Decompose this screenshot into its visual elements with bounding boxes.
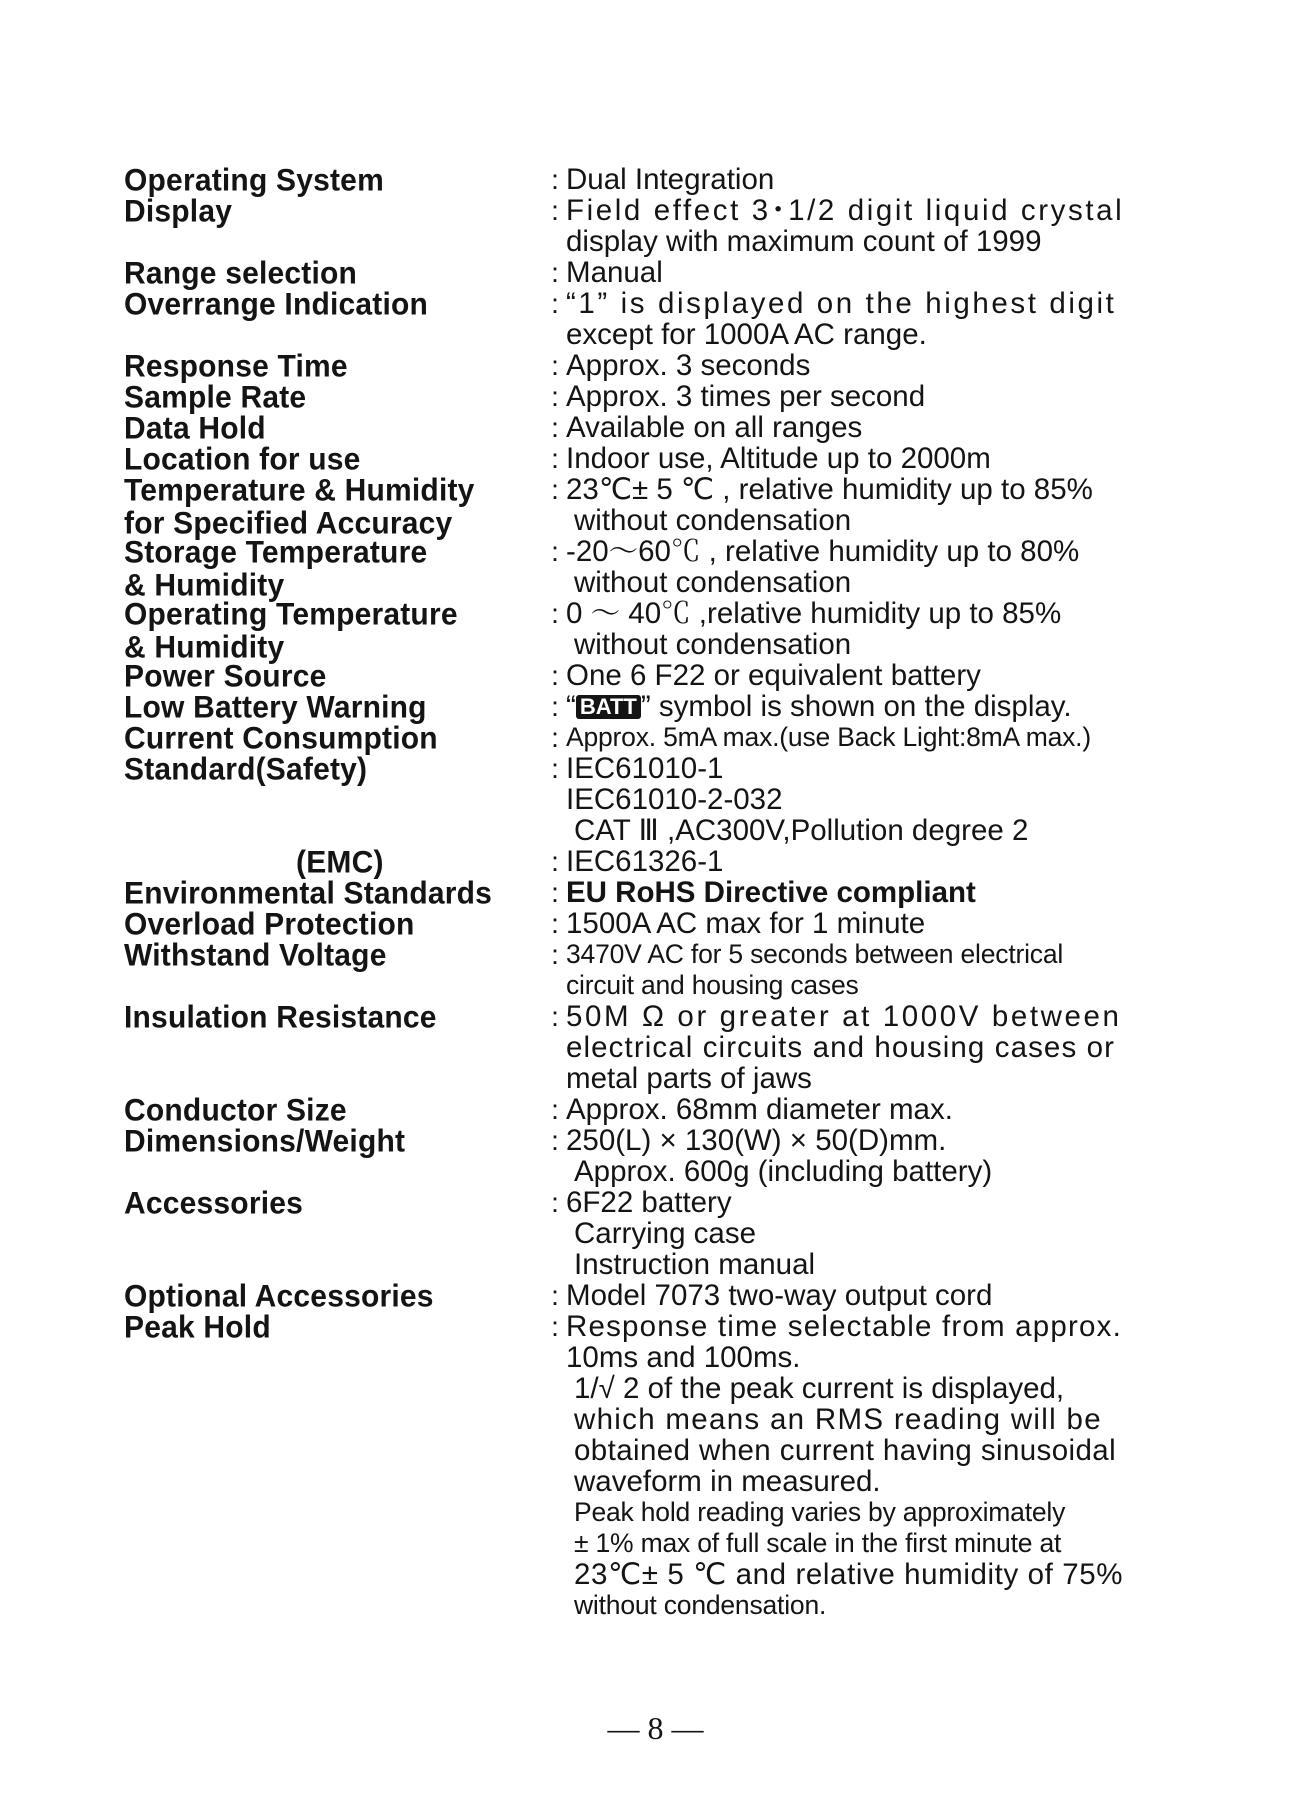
spec-value: 50M Ω or greater at 1000V between: [566, 1000, 1122, 1033]
colon: :: [551, 691, 559, 722]
spec-value: except for 1000A AC range.: [566, 318, 927, 351]
spec-value: 3470V AC for 5 seconds between electrical: [566, 939, 1064, 969]
spec-label: Peak Hold: [124, 1309, 271, 1345]
spec-values: [566, 474, 1184, 536]
spec-value: Dual Integration: [566, 163, 775, 196]
spec-values: [566, 939, 1184, 1001]
spec-row-display: [124, 195, 1184, 257]
spec-label: (EMC): [296, 844, 384, 880]
colon: :: [551, 1280, 559, 1311]
spec-values: [566, 443, 1184, 474]
spec-label: Dimensions/Weight: [124, 1123, 406, 1159]
colon: :: [551, 1311, 559, 1342]
spec-label: [124, 474, 544, 540]
colon: :: [551, 939, 559, 970]
spec-value: IEC61010-1: [566, 752, 724, 785]
colon: :: [551, 1001, 559, 1032]
spec-value: [566, 691, 1184, 722]
spec-label: Insulation Resistance: [124, 999, 437, 1035]
colon: :: [551, 443, 559, 474]
spec-value: electrical circuits and housing cases or: [566, 1031, 1116, 1064]
spec-row-overrange-indication: [124, 288, 1184, 350]
colon: :: [551, 753, 559, 784]
spec-value: Response time selectable from approx.: [566, 1310, 1122, 1343]
spec-value: “1” is displayed on the highest digit: [566, 287, 1117, 320]
spec-label-line: Temperature & Humidity: [124, 472, 475, 508]
spec-values: [566, 753, 1184, 846]
spec-values: [566, 1187, 1184, 1280]
spec-value: 1500A AC max for 1 minute: [566, 907, 926, 940]
spec-value: Approx. 5mA max.(use Back Light:8mA max.): [566, 722, 1091, 752]
spec-value: Field effect 3･1/2 digit liquid crystal: [566, 194, 1125, 227]
spec-row-location-for-use: [124, 441, 1184, 477]
spec-label: Accessories: [124, 1185, 303, 1221]
spec-values: [566, 536, 1184, 598]
colon: :: [551, 164, 559, 195]
spec-row-power-source: [124, 658, 1184, 694]
colon: :: [551, 257, 559, 288]
spec-row-dimensions-weight: [124, 1125, 1184, 1187]
spec-value: metal parts of jaws: [566, 1062, 812, 1095]
spec-value: 1/√ 2 of the peak current is displayed,: [574, 1372, 1065, 1405]
page-number: — 8 —: [607, 1710, 704, 1746]
spec-values: [566, 1094, 1184, 1125]
spec-label-line: & Humidity: [124, 567, 285, 603]
spec-label: Optional Accessories: [124, 1278, 434, 1314]
spec-value: IEC61326-1: [566, 845, 724, 878]
spec-values: [566, 350, 1184, 381]
spec-row-temperature-humidity: [124, 472, 1184, 541]
spec-values: [566, 412, 1184, 443]
spec-values: [566, 908, 1184, 939]
spec-value: 0 ～ 40℃ ,relative humidity up to 85%: [566, 597, 1062, 630]
spec-value: display with maximum count of 1999: [566, 225, 1042, 258]
spec-value: 250(L) × 130(W) × 50(D)mm.: [566, 1124, 947, 1157]
spec-values: [566, 846, 1184, 877]
spec-row-emc: [124, 844, 1184, 880]
spec-value: ± 1% max of full scale in the first minute at: [574, 1528, 1062, 1558]
spec-value: Approx. 68mm diameter max.: [566, 1093, 953, 1126]
spec-value: obtained when current having sinusoidal: [574, 1434, 1117, 1467]
spec-row-peak-hold: [124, 1311, 1184, 1621]
colon: :: [551, 846, 559, 877]
spec-label-line: & Humidity: [124, 629, 285, 665]
colon: :: [551, 536, 559, 567]
spec-values: [566, 660, 1184, 691]
spec-value: without condensation.: [574, 1590, 827, 1620]
colon: :: [551, 474, 559, 505]
spec-row-conductor-size: [124, 1092, 1184, 1128]
spec-row-optional-accessories: [124, 1278, 1184, 1314]
specifications-table: [124, 164, 1184, 1621]
colon: :: [551, 877, 559, 908]
spec-value: Approx. 600g (including battery): [574, 1155, 993, 1188]
spec-label: Conductor Size: [124, 1092, 347, 1128]
battery-warning-text: ” symbol is shown on the display.: [640, 690, 1072, 723]
spec-label: Display: [124, 193, 233, 229]
spec-label: Power Source: [124, 658, 327, 694]
spec-values: [566, 381, 1184, 412]
spec-values: [566, 877, 1184, 908]
spec-value: Approx. 3 seconds: [566, 349, 811, 382]
spec-label: Standard(Safety): [124, 751, 368, 787]
spec-row-standard-safety: [124, 753, 1184, 846]
spec-label: Range selection: [124, 255, 358, 291]
spec-values: [566, 1125, 1184, 1187]
spec-values: [566, 1311, 1184, 1621]
spec-values: [566, 257, 1184, 288]
spec-row-insulation-resistance: [124, 1001, 1184, 1094]
spec-value: Manual: [566, 256, 663, 289]
spec-values: [566, 598, 1184, 660]
spec-row-data-hold: [124, 410, 1184, 446]
spec-row-low-battery-warning: [124, 689, 1184, 725]
colon: :: [551, 195, 559, 226]
spec-value: IEC61010-2-032: [566, 783, 783, 816]
colon: :: [551, 288, 559, 319]
spec-value: Instruction manual: [574, 1248, 816, 1281]
spec-label-line: for Specified Accuracy: [124, 505, 453, 541]
spec-label-line: Storage Temperature: [124, 534, 428, 570]
colon: :: [551, 1187, 559, 1218]
spec-value: 23℃± 5 ℃ and relative humidity of 75%: [574, 1558, 1124, 1591]
spec-value: 6F22 battery: [566, 1186, 732, 1219]
spec-value: -20～60℃ , relative humidity up to 80%: [566, 535, 1080, 568]
colon: :: [551, 722, 559, 753]
spec-value: without condensation: [574, 628, 852, 661]
spec-label: Overload Protection: [124, 906, 415, 942]
spec-values: [566, 1280, 1184, 1311]
open-quote: “: [566, 690, 576, 723]
spec-label: Withstand Voltage: [124, 937, 387, 973]
spec-value: Carrying case: [574, 1217, 756, 1250]
colon: :: [551, 598, 559, 629]
spec-row-storage-temperature: [124, 534, 1184, 603]
colon: :: [551, 1094, 559, 1125]
spec-label: [124, 598, 544, 664]
spec-values: [566, 164, 1184, 195]
spec-label: Overrange Indication: [124, 286, 429, 322]
spec-value: 10ms and 100ms.: [566, 1341, 801, 1374]
spec-value: Model 7073 two-way output cord: [566, 1279, 993, 1312]
spec-row-accessories: [124, 1187, 1184, 1280]
spec-values: [566, 722, 1184, 753]
spec-label-line: Operating Temperature: [124, 596, 458, 632]
colon: :: [551, 908, 559, 939]
spec-label: Environmental Standards: [124, 875, 493, 911]
spec-value: waveform in measured.: [574, 1465, 881, 1498]
spec-values: [566, 288, 1184, 350]
spec-row-current-consumption: [124, 720, 1184, 756]
spec-value: Approx. 3 times per second: [566, 380, 926, 413]
colon: :: [551, 660, 559, 691]
colon: :: [551, 412, 559, 443]
spec-label: Response Time: [124, 348, 348, 384]
spec-label: Operating System: [124, 162, 384, 198]
spec-values: [566, 1001, 1184, 1094]
spec-value: CAT Ⅲ ,AC300V,Pollution degree 2: [574, 814, 1029, 847]
spec-values: [566, 195, 1184, 257]
spec-row-environmental-standards: [124, 875, 1184, 911]
spec-value: One 6 F22 or equivalent battery: [566, 659, 981, 692]
spec-label: Location for use: [124, 441, 361, 477]
batt-symbol-icon: BATT: [576, 695, 641, 719]
spec-label: Sample Rate: [124, 379, 307, 415]
spec-value: Peak hold reading varies by approximately: [574, 1497, 1066, 1527]
colon: :: [551, 1125, 559, 1156]
spec-values: [566, 691, 1184, 722]
colon: :: [551, 381, 559, 412]
spec-label: Current Consumption: [124, 720, 438, 756]
spec-value: Available on all ranges: [566, 411, 863, 444]
spec-row-response-time: [124, 348, 1184, 384]
spec-label: Low Battery Warning: [124, 689, 427, 725]
spec-row-operating-temperature: [124, 596, 1184, 665]
spec-value: 23℃± 5 ℃ , relative humidity up to 85%: [566, 473, 1093, 506]
spec-label: [124, 536, 544, 602]
spec-value: Indoor use, Altitude up to 2000m: [566, 442, 991, 475]
colon: :: [551, 350, 559, 381]
spec-value: circuit and housing cases: [566, 970, 859, 1000]
spec-row-range-selection: [124, 255, 1184, 291]
spec-row-operating-system: [124, 162, 1184, 198]
spec-row-overload-protection: [124, 906, 1184, 942]
spec-value: which means an RMS reading will be: [574, 1403, 1102, 1436]
spec-row-sample-rate: [124, 379, 1184, 415]
spec-row-withstand-voltage: [124, 939, 1184, 1001]
spec-value: EU RoHS Directive compliant: [566, 876, 976, 909]
spec-value: without condensation: [574, 566, 852, 599]
spec-label: Data Hold: [124, 410, 266, 446]
spec-value: without condensation: [574, 504, 852, 537]
